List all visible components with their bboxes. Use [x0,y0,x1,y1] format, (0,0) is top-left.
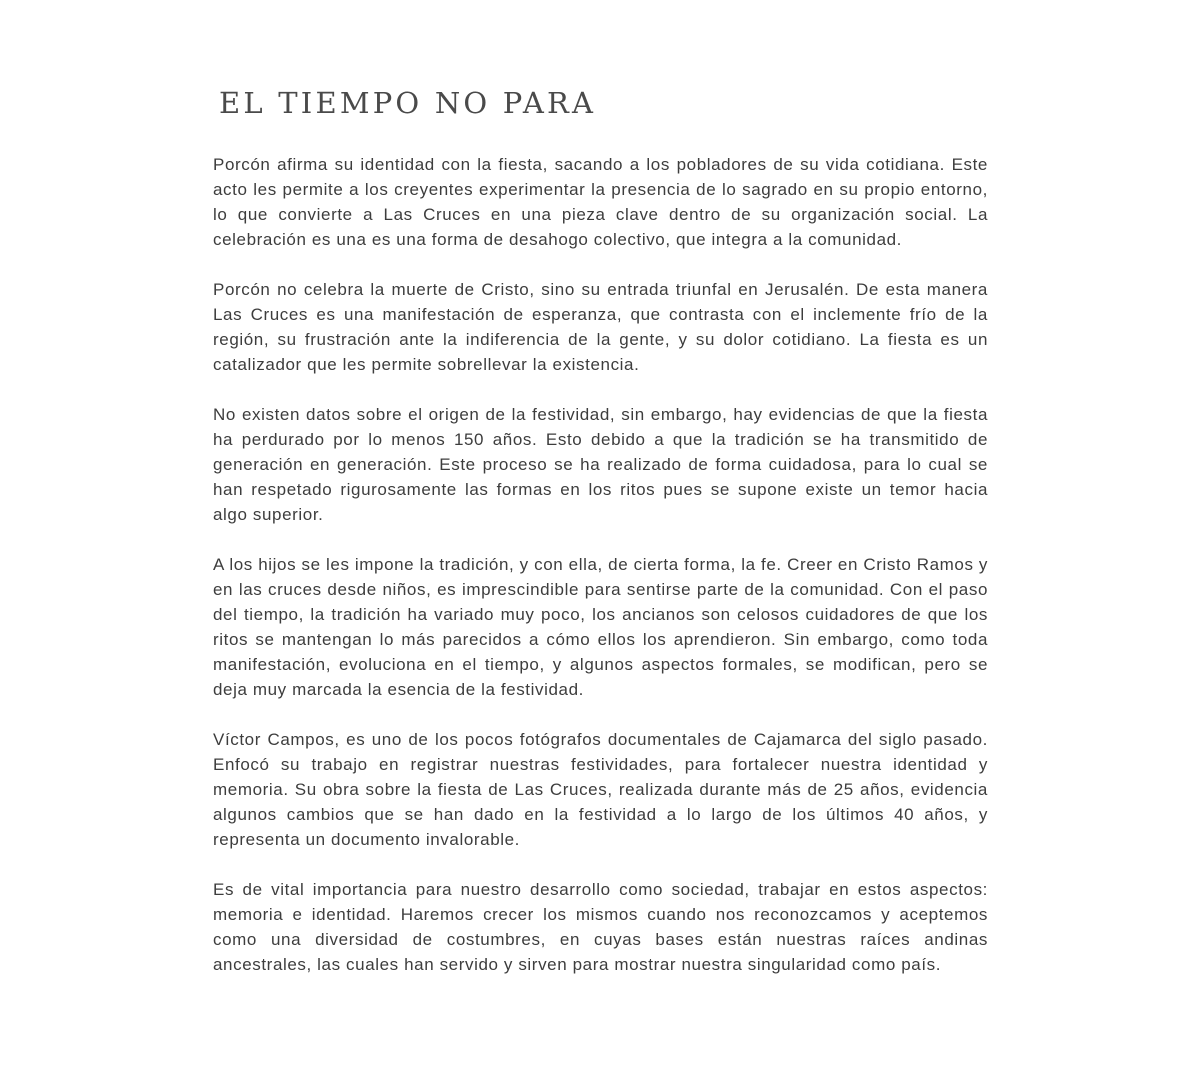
paragraph-6: Es de vital importancia para nuestro desarrollo como sociedad, trabajar en estos aspectos: memoria e identidad. Haremos crecer los mismos cuando nos reconozcamos y aceptemos como una diversidad de costumbres, en cuyas bases están nuestras raíces andinas ancestrales, las cuales han servido y sirven para mostrar nuestra singularidad como país. [213,880,988,974]
paragraph-4: A los hijos se les impone la tradición, y con ella, de cierta forma, la fe. Creer en Cristo Ramos y en las cruces desde niños, es imprescindible para sentirse parte de la comunidad. Con el paso del tiempo, la tradición ha variado muy poco, los ancianos son celosos cuidadores de que los ritos se mantengan lo más parecidos a cómo ellos los aprendieron. Sin embargo, como toda manifestación, evoluciona en el tiempo, y algunos aspectos formales, se modifican, pero se deja muy marcada la esencia de la festividad. [213,555,988,699]
paragraph-1: Porcón afirma su identidad con la fiesta, sacando a los pobladores de su vida cotidiana. Este acto les permite a los creyentes experimentar la presencia de lo sagrado en su propio entorno, lo que convierte a Las Cruces en una pieza clave dentro de su organización social. La celebración es una es una forma de desahogo colectivo, que integra a la comunidad. [213,155,988,249]
paragraph-5: Víctor Campos, es uno de los pocos fotógrafos documentales de Cajamarca del siglo pasado. Enfocó su trabajo en registrar nuestras festividades, para fortalecer nuestra identidad y memoria. Su obra sobre la fiesta de Las Cruces, realizada durante más de 25 años, evidencia algunos cambios que se han dado en la festividad a lo largo de los últimos 40 años, y representa un documento invalorable. [213,730,988,849]
page-title: EL TIEMPO NO PARA [219,86,597,120]
paragraph-3: No existen datos sobre el origen de la festividad, sin embargo, hay evidencias de que la fiesta ha perdurado por lo menos 150 años. Esto debido a que la tradición se ha transmitido de generación en generación. Este proceso se ha realizado de forma cuidadosa, para lo cual se han respetado rigurosamente las formas en los ritos pues se supone existe un temor hacia algo superior. [213,405,988,524]
paragraph-2: Porcón no celebra la muerte de Cristo, sino su entrada triunfal en Jerusalén. De esta manera Las Cruces es una manifestación de esperanza, que contrasta con el inclemente frío de la región, su frustración ante la indiferencia de la gente, y su dolor cotidiano. La fiesta es un catalizador que les permite sobrellevar la existencia. [213,280,988,374]
body-text [213,152,988,1002]
